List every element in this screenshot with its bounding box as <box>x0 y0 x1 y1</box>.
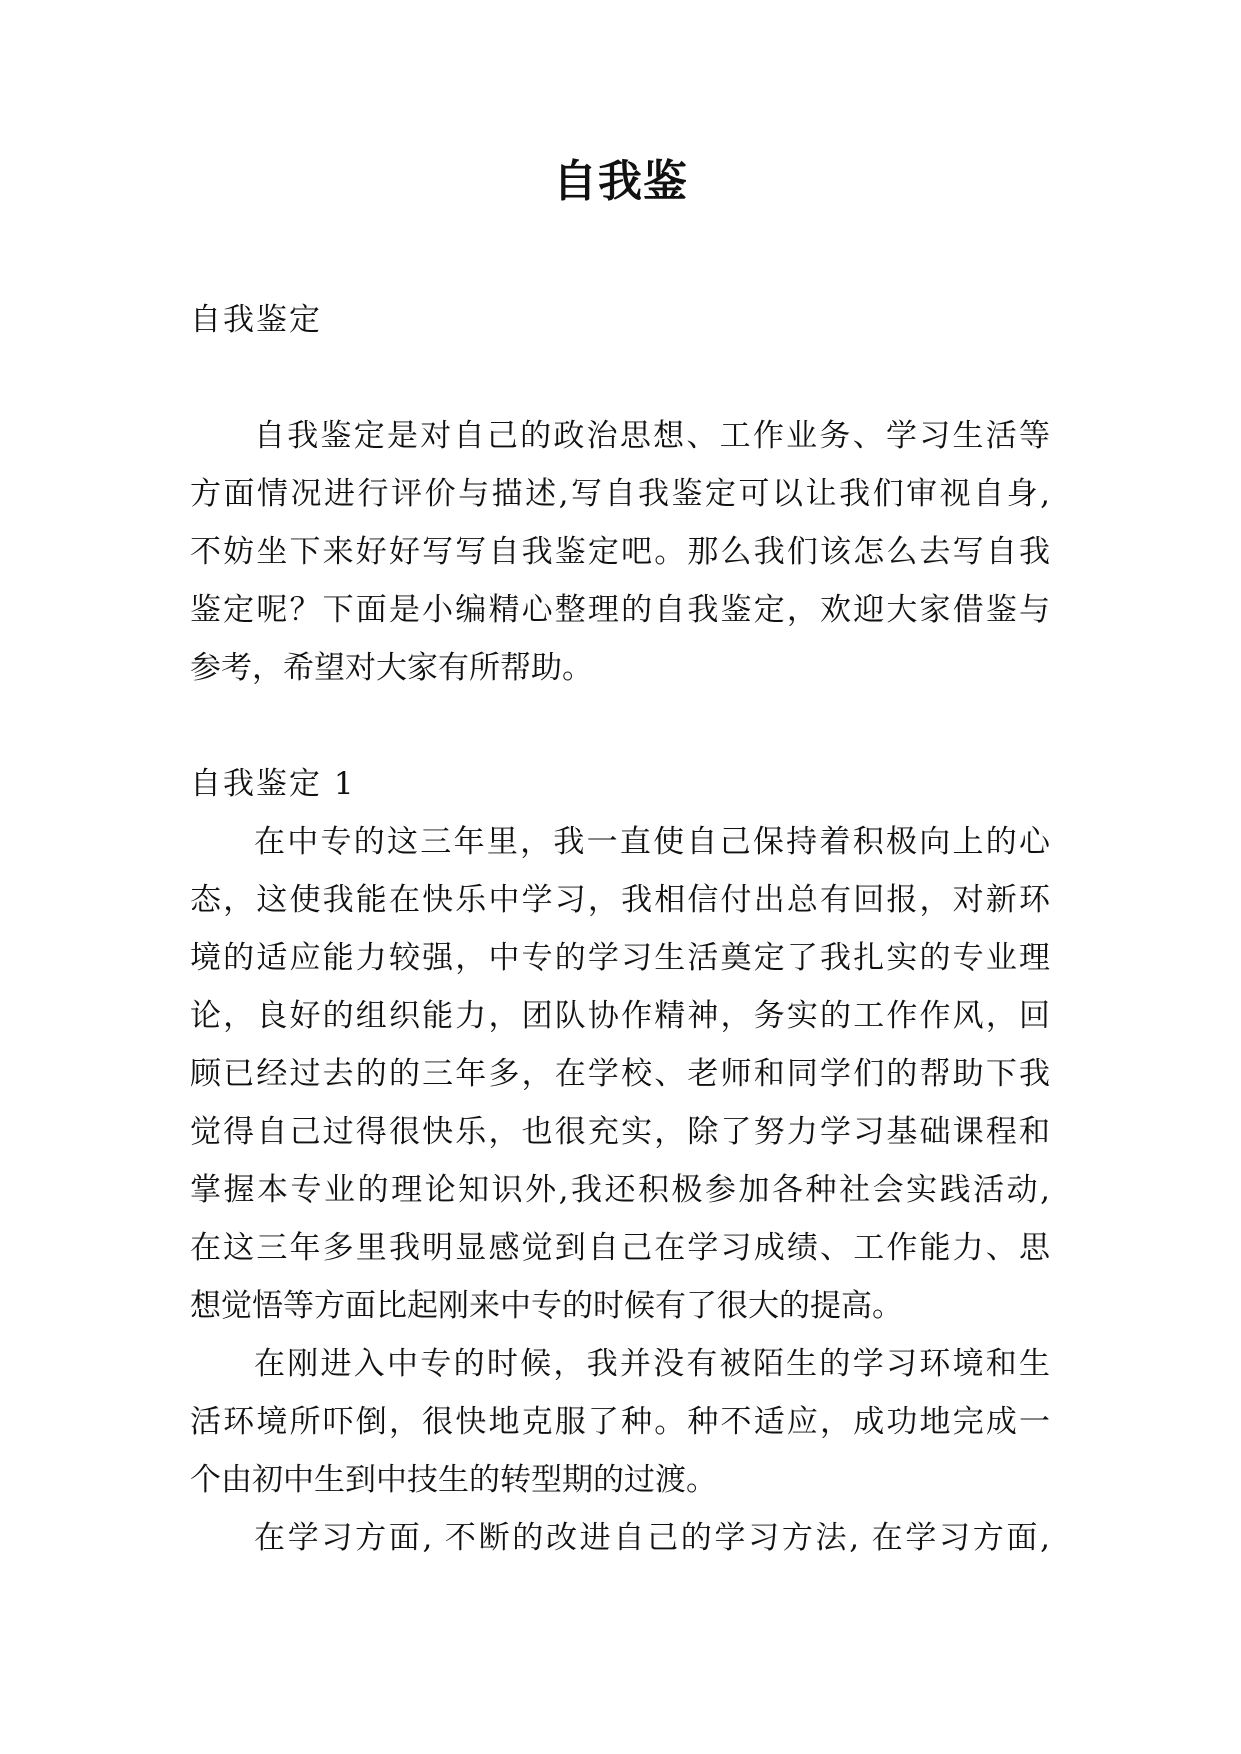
text-line: 参考，希望对大家有所帮助。 <box>190 650 593 686</box>
text-line: 活环境所吓倒，很快地克服了种。种不适应，成功地完成一 <box>190 1404 1050 1440</box>
spacer <box>190 697 1050 755</box>
text-line: 在刚进入中专的时候，我并没有被陌生的学习环境和生 <box>254 1346 1050 1382</box>
text-line: 论，良好的组织能力，团队协作精神，务实的工作作风，回 <box>190 998 1050 1034</box>
text-line: 想觉悟等方面比起刚来中专的时候有了很大的提高。 <box>190 1288 903 1324</box>
text-line: 不妨坐下来好好写写自我鉴定吧。那么我们该怎么去写自我 <box>190 534 1050 570</box>
text-line: 自我鉴定是对自己的政治思想、工作业务、学习生活等 <box>254 418 1050 454</box>
section1-paragraph-3 <box>190 1509 1050 1567</box>
text-line: 在这三年多里我明显感觉到自己在学习成绩、工作能力、思 <box>190 1230 1050 1266</box>
spacer <box>190 349 1050 407</box>
text-line: 鉴定呢？下面是小编精心整理的自我鉴定，欢迎大家借鉴与 <box>190 592 1050 628</box>
text-line: 态，这使我能在快乐中学习，我相信付出总有回报，对新环 <box>190 882 1050 918</box>
document-body <box>190 291 1050 1567</box>
document-title: 自我鉴 <box>553 156 688 207</box>
intro-paragraph <box>190 407 1050 697</box>
text-line: 掌握本专业的理论知识外,我还积极参加各种社会实践活动, <box>190 1172 1050 1208</box>
text-line: 顾已经过去的的三年多，在学校、老师和同学们的帮助下我 <box>190 1056 1050 1092</box>
text-line: 个由初中生到中技生的转型期的过渡。 <box>190 1462 717 1498</box>
text-line: 在中专的这三年里，我一直使自己保持着积极向上的心 <box>254 824 1050 860</box>
section1-paragraph-2 <box>190 1335 1050 1509</box>
section1-paragraph-1 <box>190 813 1050 1335</box>
text-line: 方面情况进行评价与描述,写自我鉴定可以让我们审视自身, <box>190 476 1050 512</box>
text-line: 境的适应能力较强，中专的学习生活奠定了我扎实的专业理 <box>190 940 1050 976</box>
text-line: 在学习方面, 不断的改进自己的学习方法, 在学习方面, <box>254 1520 1050 1556</box>
section-heading: 自我鉴定 1 <box>190 766 356 802</box>
document-subtitle: 自我鉴定 <box>190 302 322 338</box>
text-line: 觉得自己过得很快乐，也很充实，除了努力学习基础课程和 <box>190 1114 1050 1150</box>
